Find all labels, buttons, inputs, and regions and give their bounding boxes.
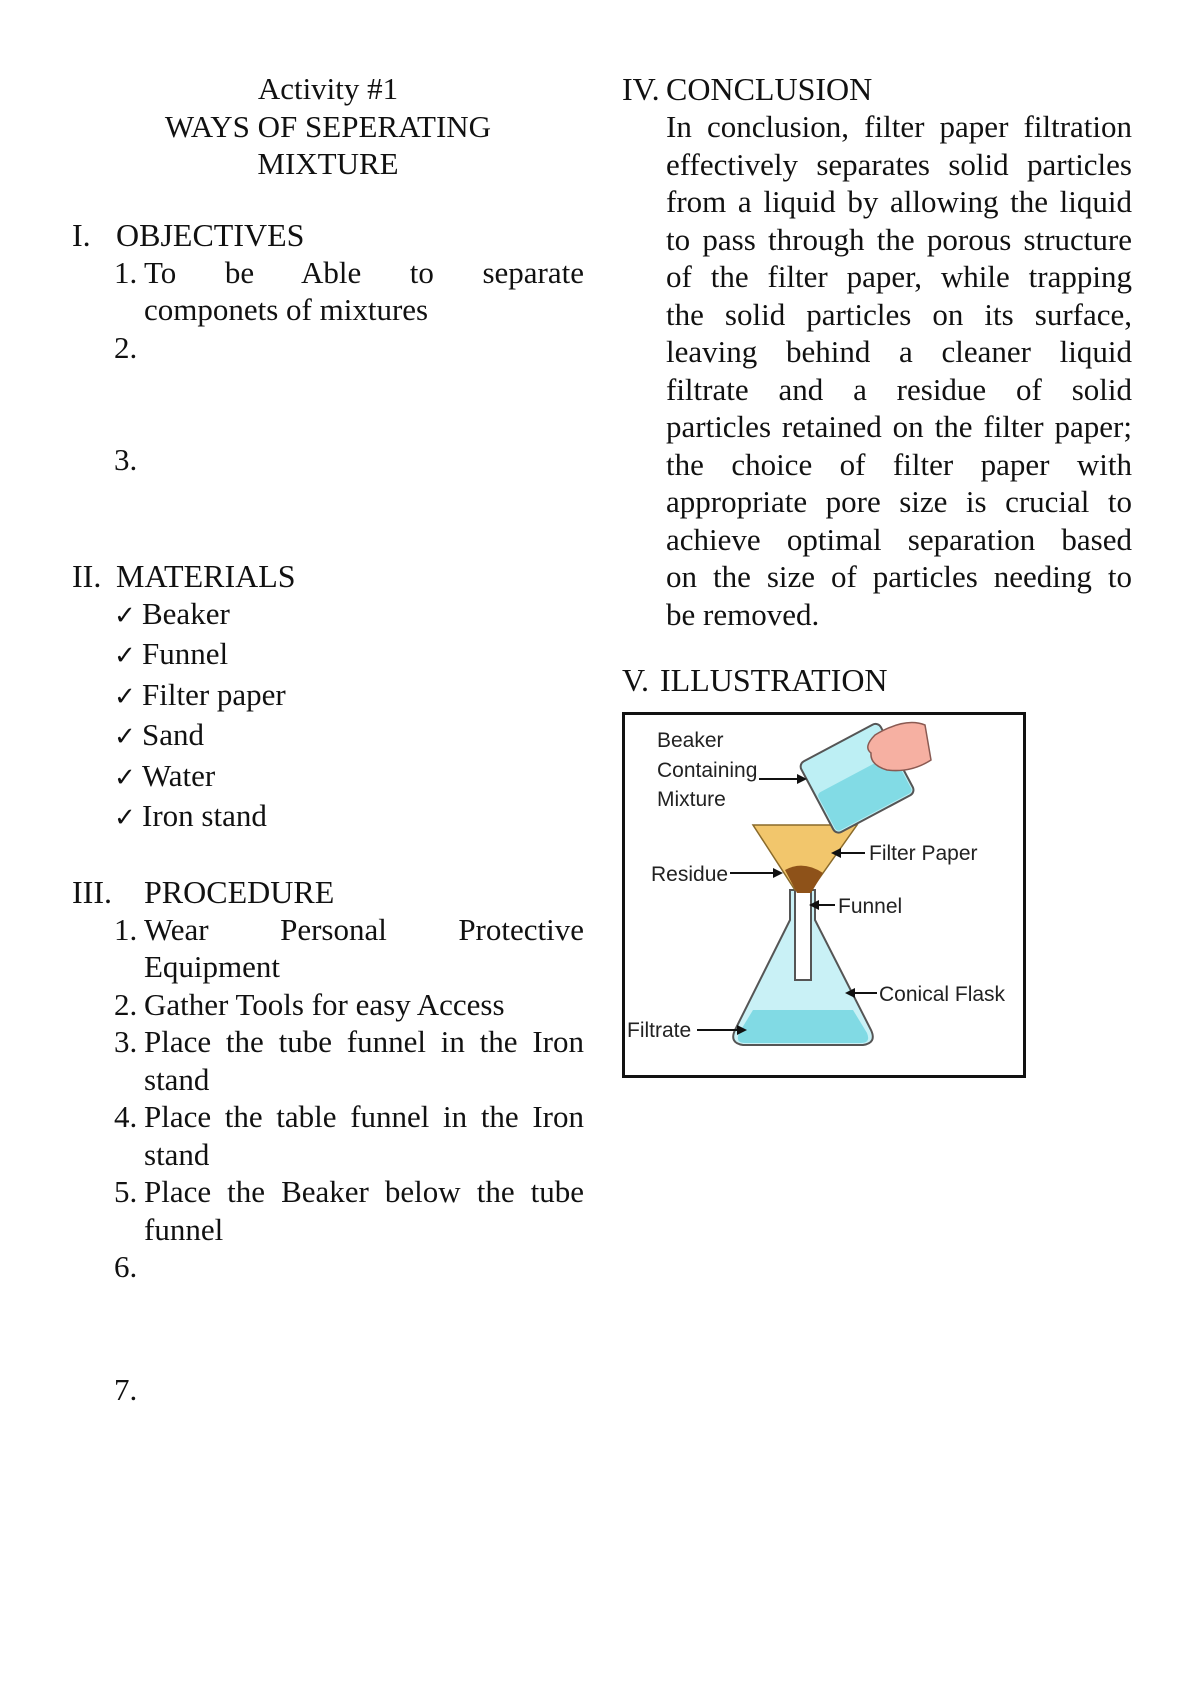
filtration-diagram: [625, 715, 1023, 1075]
item-number: 2.: [114, 986, 138, 1022]
material-name: Funnel: [142, 636, 229, 671]
procedure-title: PROCEDURE: [144, 873, 335, 910]
list-item: [114, 595, 584, 636]
checkmark-icon: ✓: [114, 600, 136, 631]
paragraph-line: achieve optimal separation based: [666, 521, 1132, 557]
label-beaker: Beaker: [657, 729, 724, 752]
title-line-1: WAYS OF SEPERATING: [164, 108, 492, 144]
list-item: [114, 635, 584, 676]
list-item: [114, 797, 584, 838]
label-residue: Residue: [651, 863, 729, 886]
procedure-numeral: III.: [72, 873, 112, 910]
material-name: Beaker: [142, 595, 230, 631]
list-item: [114, 986, 584, 1024]
item-number: 3.: [114, 442, 138, 477]
list-item: [114, 1098, 584, 1136]
residue-deposit: [785, 866, 823, 893]
checkmark-icon: ✓: [114, 681, 136, 712]
left-column: [72, 70, 584, 1408]
checkmark-icon: ✓: [114, 641, 136, 671]
paragraph-line: filtrate and a residue of solid: [666, 371, 1132, 407]
item-number: 5.: [114, 1174, 138, 1209]
title-line-2: MIXTURE: [257, 146, 399, 181]
list-item: [114, 254, 584, 292]
item-number: 2.: [114, 329, 138, 365]
objectives-title: OBJECTIVES: [116, 216, 305, 253]
paragraph-line: effectively separates solid particles: [666, 146, 1132, 182]
item-text: Place the tube funnel in the Iron: [144, 1024, 584, 1059]
item-number: 1.: [114, 254, 138, 290]
materials-numeral: II.: [72, 557, 102, 594]
list-item: [114, 757, 584, 798]
material-name: Water: [142, 757, 216, 793]
item-text: [144, 329, 584, 367]
filtrate-liquid: [738, 1010, 868, 1043]
objectives-heading: [72, 216, 584, 254]
funnel-stem: [795, 890, 811, 980]
paragraph-line: particles retained on the filter paper;: [666, 409, 1132, 444]
paragraph-line: leaving behind a cleaner liquid: [666, 334, 1132, 369]
filtration-illustration: [622, 712, 1026, 1078]
paragraph-line: the solid particles on its surface,: [666, 296, 1132, 332]
item-text: To be Able to separate: [144, 254, 584, 290]
list-item: [114, 1023, 584, 1061]
material-name: Iron stand: [142, 798, 267, 833]
item-text: [144, 441, 584, 479]
list-item: [114, 1173, 584, 1211]
label-mixture: Mixture: [657, 788, 726, 811]
item-number: 6.: [114, 1249, 138, 1284]
material-name: Sand: [142, 717, 204, 752]
conclusion-title: CONCLUSION: [666, 71, 873, 107]
list-item: [114, 1248, 584, 1286]
item-text: Place the table funnel in the Iron: [144, 1099, 584, 1134]
paragraph-line: to pass through the porous structure: [666, 221, 1132, 257]
paragraph-line: In conclusion, filter paper filtration: [666, 109, 1132, 144]
objectives-numeral: I.: [72, 216, 91, 253]
item-number: 3.: [114, 1024, 138, 1059]
list-item: [114, 1371, 584, 1409]
activity-title: [72, 70, 584, 183]
materials-heading: [72, 557, 584, 595]
activity-number: Activity #1: [257, 71, 399, 106]
checkmark-icon: ✓: [114, 722, 136, 752]
list-item: [114, 911, 584, 949]
conclusion-numeral: IV.: [622, 71, 660, 107]
checkmark-icon: ✓: [114, 762, 136, 793]
label-filtrate: Filtrate: [627, 1019, 692, 1042]
item-number: 7.: [114, 1371, 138, 1407]
item-number: 1.: [114, 911, 138, 947]
item-text-continued: stand: [144, 1136, 210, 1172]
material-name: Filter paper: [142, 676, 286, 712]
label-containing: Containing: [657, 759, 758, 782]
checkmark-icon: ✓: [114, 803, 136, 833]
objectives-list: [114, 254, 584, 479]
paragraph-line: from a liquid by allowing the liquid: [666, 184, 1132, 219]
paragraph-line: on the size of particles needing to: [666, 559, 1132, 594]
label-conical-flask: Conical Flask: [879, 983, 1006, 1006]
illustration-numeral: V.: [622, 662, 649, 698]
label-funnel: Funnel: [838, 895, 903, 918]
paragraph-line: of the filter paper, while trapping: [666, 259, 1132, 294]
list-item: [114, 676, 584, 717]
item-text: [144, 1248, 584, 1286]
materials-title: MATERIALS: [116, 557, 296, 594]
conclusion-paragraph: [666, 108, 1132, 633]
item-text: [144, 1371, 584, 1409]
paragraph-line: be removed.: [666, 596, 820, 632]
materials-list: [114, 595, 584, 838]
item-text: Wear Personal Protective: [144, 911, 584, 947]
item-text-continued: funnel: [144, 1211, 224, 1247]
item-text: Gather Tools for easy Access: [144, 986, 505, 1022]
conclusion-heading: [622, 70, 1132, 108]
item-number: 4.: [114, 1099, 138, 1134]
procedure-list: [114, 911, 584, 1409]
paragraph-line: appropriate pore size is crucial to: [666, 484, 1132, 519]
right-column: [622, 70, 1132, 699]
list-item: [114, 441, 584, 479]
illustration-heading: [622, 661, 1132, 699]
item-text-continued: componets of mixtures: [144, 292, 429, 327]
item-text-continued: stand: [144, 1061, 210, 1097]
procedure-heading: [72, 873, 584, 911]
illustration-title: ILLUSTRATION: [660, 662, 888, 698]
item-text: Place the Beaker below the tube: [144, 1174, 584, 1209]
label-filter-paper: Filter Paper: [869, 842, 978, 865]
paragraph-line: the choice of filter paper with: [666, 446, 1132, 482]
item-text-continued: Equipment: [144, 949, 281, 984]
list-item: [114, 716, 584, 757]
list-item: [114, 329, 584, 367]
